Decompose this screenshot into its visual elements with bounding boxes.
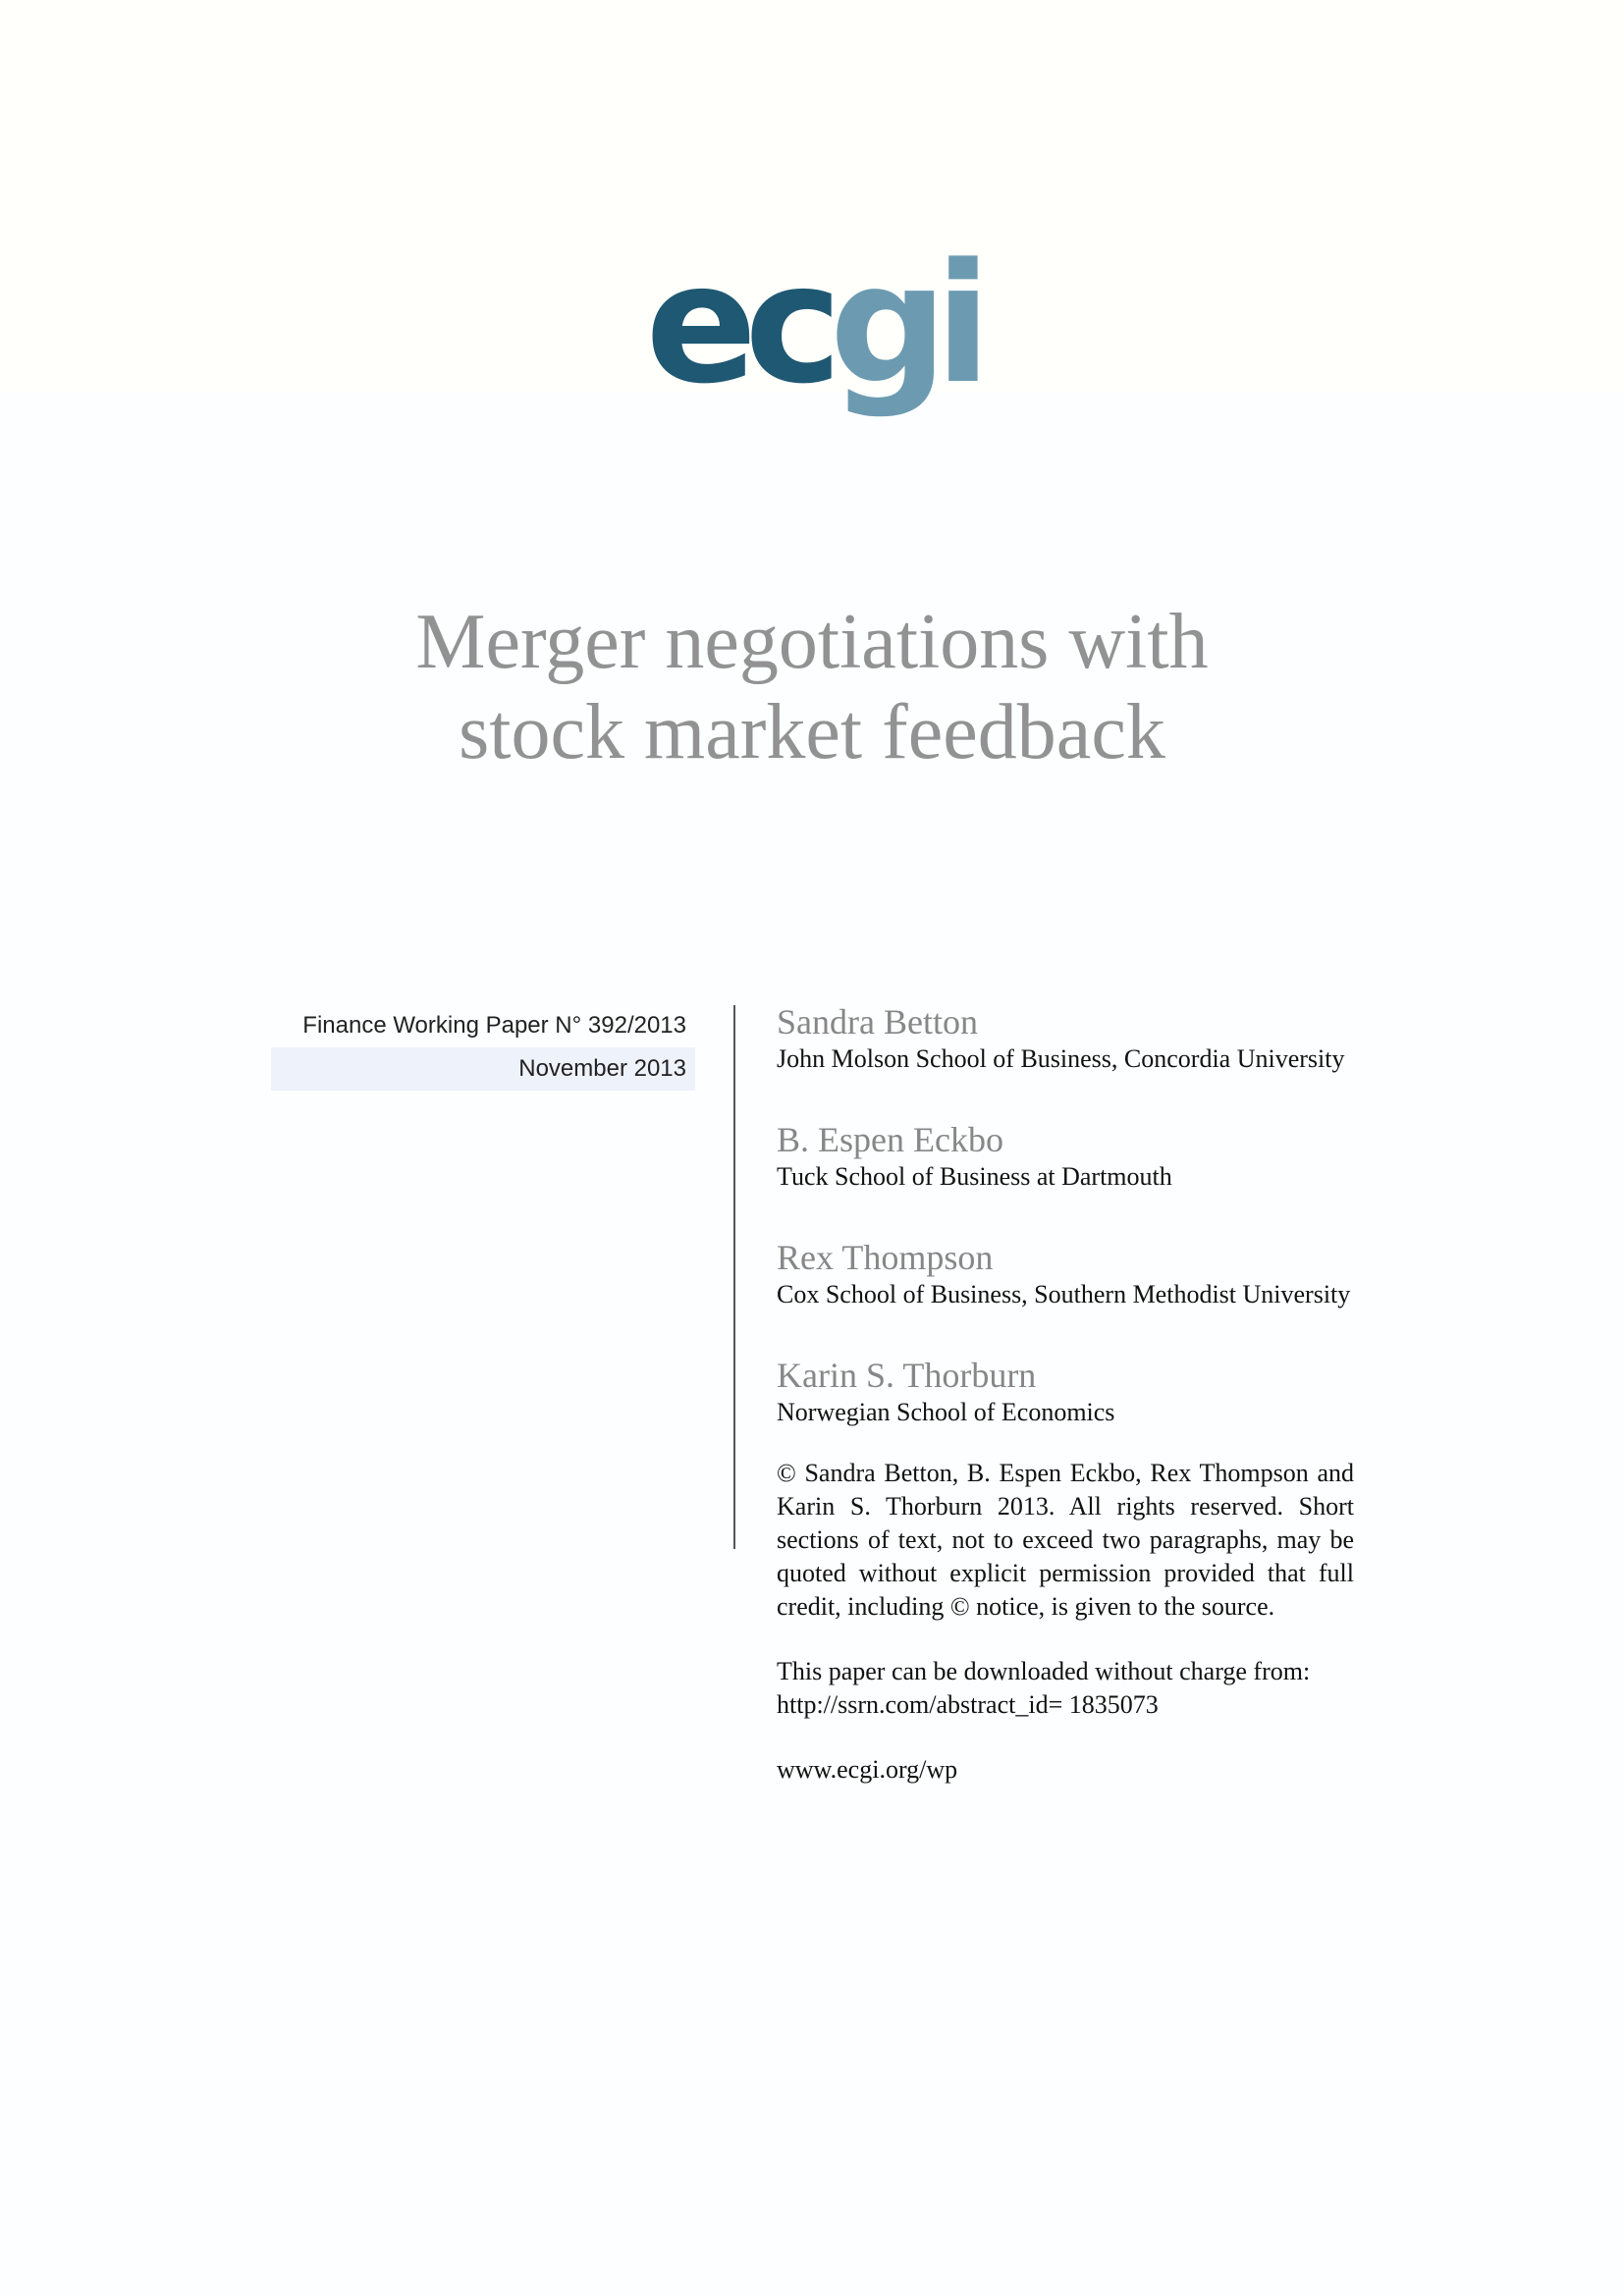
author-block	[777, 1355, 1354, 1429]
publication-date: November 2013	[271, 1047, 695, 1091]
author-name: Karin S. Thorburn	[777, 1356, 1037, 1395]
author-name: Sandra Betton	[777, 1002, 978, 1041]
series-number: Finance Working Paper N° 392/2013	[302, 1012, 686, 1039]
logo-text-light: gi	[829, 228, 979, 420]
author-affiliation: Tuck School of Business at Dartmouth	[777, 1162, 1172, 1191]
download-note	[777, 1655, 1354, 1722]
author-name: B. Espen Eckbo	[777, 1120, 1003, 1159]
author-name: Rex Thompson	[777, 1238, 994, 1277]
paper-meta	[271, 1004, 695, 1091]
download-text: This paper can be downloaded without charge from:	[777, 1657, 1311, 1685]
author-column	[777, 1001, 1354, 1787]
title-line-2: stock market feedback	[459, 689, 1165, 775]
title-line-1: Merger negotiations with	[415, 599, 1209, 685]
ecgi-logo	[0, 228, 1624, 420]
author-block	[777, 1119, 1354, 1194]
website-link[interactable]: www.ecgi.org/wp	[777, 1755, 958, 1784]
download-link[interactable]: http://ssrn.com/abstract_id= 1835073	[777, 1690, 1159, 1719]
logo-text-dark: ec	[645, 228, 830, 420]
vertical-divider	[733, 1005, 735, 1549]
author-affiliation: Cox School of Business, Southern Methodist University	[777, 1280, 1351, 1308]
copyright-notice: © Sandra Betton, B. Espen Eckbo, Rex Thompson and Karin S. Thorburn 2013. All rights reserved. Short sections of text, not to exceed two paragraphs, may be quoted without explicit permission provided that full credit, including © notice, is given to the source.	[777, 1459, 1354, 1621]
paper-title	[0, 597, 1624, 777]
author-affiliation: John Molson School of Business, Concordia University	[777, 1044, 1345, 1073]
author-block	[777, 1001, 1354, 1076]
author-block	[777, 1237, 1354, 1311]
author-affiliation: Norwegian School of Economics	[777, 1398, 1115, 1426]
